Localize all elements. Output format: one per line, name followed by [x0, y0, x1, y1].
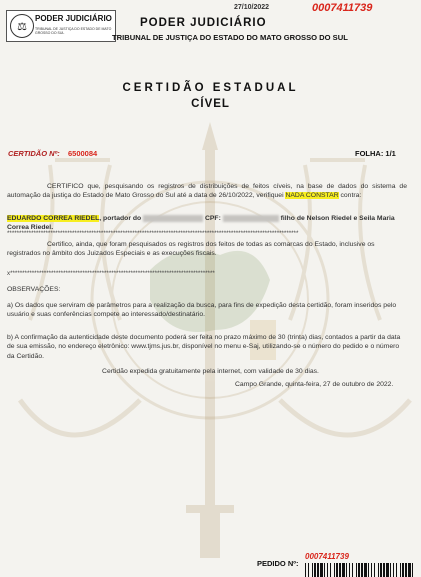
court-logo — [6, 10, 116, 42]
observation-a: a) Os dados que serviram de parâmetros para a realização da busca, para fins de expedição desta certidão, foram inseridos pelo usuário e suas conferências compete ao interessado/destinatário. — [7, 302, 397, 319]
cpf-label: CPF: — [204, 215, 221, 222]
filiation: filho de Nelson Riedel e Seila Maria Correa Riedel. — [7, 215, 395, 232]
barcode — [305, 563, 415, 577]
logo-title: PODER JUDICIÁRIO — [35, 14, 112, 23]
document-title: CERTIDÃO ESTADUAL — [122, 82, 299, 94]
certify-text: CERTIFICO que, pesquisando os registros de distribuições de feitos cíveis, na base de dados do sistema de automação da justiça do Estado de Mato Grosso do Sul até a data de 26/10/2022, verifiquei — [7, 183, 407, 200]
observations-heading: OBSERVAÇÕES: — [7, 286, 61, 293]
separator-x-stars: x************************************************************************************* — [7, 270, 215, 277]
separator-stars: ************************************************************************************************************************* — [7, 230, 299, 237]
nada-constar-highlight: NADA CONSTAR — [285, 192, 339, 200]
page-indicator: FOLHA: 1/1 — [355, 149, 396, 158]
pedido-number: 0007411739 — [305, 552, 349, 561]
place-date: Campo Grande, quinta-feira, 27 de outubro de 2022. — [235, 381, 394, 388]
subject-name: EDUARDO CORREA RIEDEL — [7, 215, 100, 222]
redacted-rg — [143, 215, 203, 222]
order-number-top: 0007411739 — [312, 2, 373, 14]
header-subtitle: TRIBUNAL DE JUSTIÇA DO ESTADO DO MATO GROSSO DO SUL — [112, 33, 348, 42]
additional-certify-text: Certifico, ainda, que foram pesquisados os registros dos feitos de todas as comarcas do Estado, inclusive os registrados no âmbito dos Juizados Especiais e as execuções fiscais. — [7, 241, 375, 258]
redacted-cpf — [223, 215, 279, 222]
subject-id-label: , portador do — [99, 215, 142, 222]
certificate-number: 6500084 — [68, 149, 98, 158]
certify-paragraph — [7, 182, 407, 201]
logo-subtitle: TRIBUNAL DE JUSTIÇA DO ESTADO DE MATO GROSSO DO SUL — [35, 27, 112, 35]
certificate-label: CERTIDÃO Nº: — [8, 149, 60, 158]
pedido-label: PEDIDO Nº: — [257, 559, 299, 568]
header-title: PODER JUDICIÁRIO — [140, 17, 267, 29]
document-subtitle: CÍVEL — [191, 98, 230, 110]
observation-b: b) A confirmação da autenticidade deste documento poderá ser feita no prazo máximo de 30 (trinta) dias, contados a partir da data de sua emissão, no endereço eletrônico: www.tjms.jus.br, disponível no menu e-Saj, utilizando-se o número do pedido e o número da Certidão. — [7, 334, 401, 360]
free-issue-note: Certidão expedida gratuitamente pela internet, com validade de 30 dias. — [102, 368, 319, 375]
certify-tail: contra: — [340, 192, 362, 200]
issue-date: 27/10/2022 — [234, 4, 270, 11]
additional-certify-paragraph — [7, 240, 407, 259]
scales-icon: ⚖ — [10, 14, 34, 38]
